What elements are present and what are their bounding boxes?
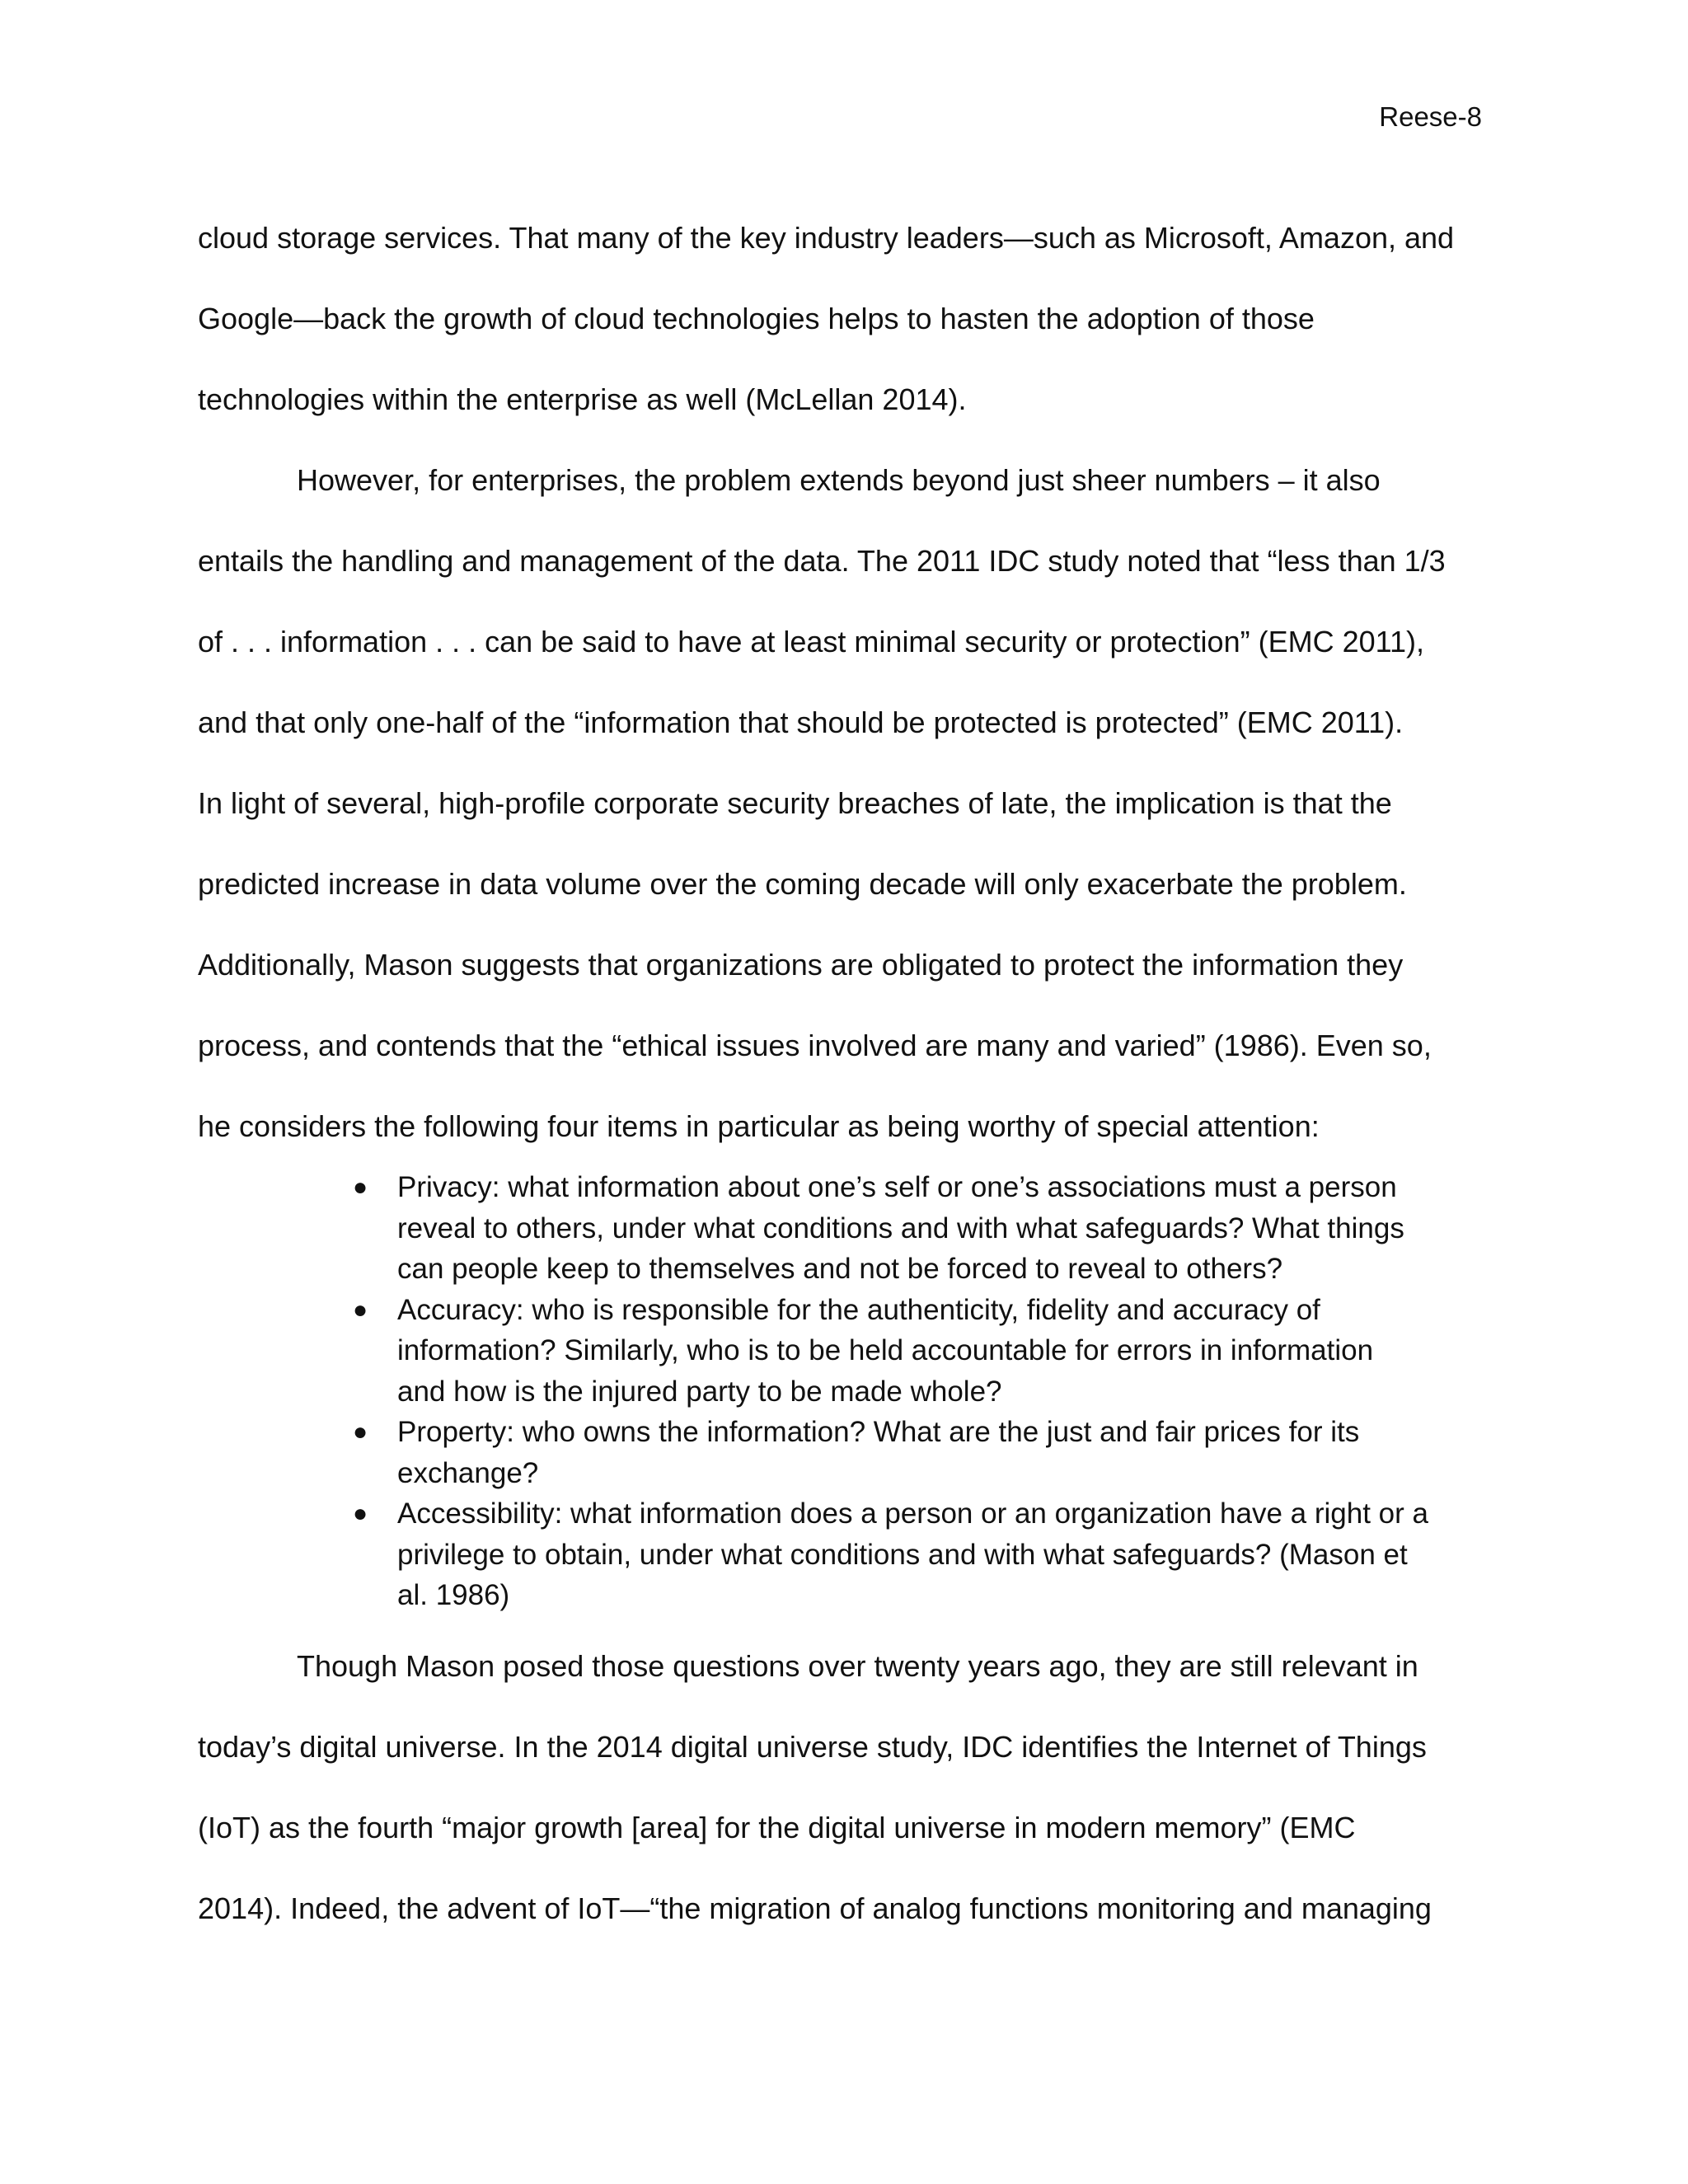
list-item-accuracy [346,1290,1500,1413]
paragraph-line: Google—back the growth of cloud technologies helps to hasten the adoption of those [198,302,1315,335]
bullet-icon: ● [353,1174,368,1201]
list-item-line: al. 1986) [397,1579,510,1611]
paragraph-line: he considers the following four items in particular as being worthy of special attention: [198,1109,1320,1143]
bullet-icon: ● [353,1500,368,1527]
list-item-line: Privacy: what information about one’s self or one’s associations must a person [397,1171,1397,1203]
paragraph-line: of . . . information . . . can be said to have at least minimal security or protection” (EMC 2011), [198,625,1424,658]
list-item-line: Accuracy: who is responsible for the authenticity, fidelity and accuracy of [397,1293,1320,1326]
list-item-privacy [346,1167,1500,1290]
list-item-property [346,1412,1500,1493]
paragraph-line: (IoT) as the fourth “major growth [area] for the digital universe in modern memory” (EMC [198,1811,1356,1844]
ethical-issues-list [346,1167,1500,1616]
paragraph-line: Additionally, Mason suggests that organizations are obligated to protect the information they [198,948,1404,982]
running-head: Reese-8 [1379,101,1482,132]
list-item-line: reveal to others, under what conditions and with what safeguards? What things [397,1212,1404,1244]
list-item-line: and how is the injured party to be made whole? [397,1375,1002,1408]
paragraph-line: predicted increase in data volume over the coming decade will only exacerbate the problem. [198,867,1407,901]
paragraph-line: technologies within the enterprise as well (McLellan 2014). [198,382,967,416]
bullet-icon: ● [353,1296,368,1324]
list-item-accessibility [346,1493,1500,1616]
bullet-icon: ● [353,1418,368,1446]
list-item-line: information? Similarly, who is to be held accountable for errors in information [397,1334,1374,1366]
list-item-line: can people keep to themselves and not be forced to reveal to others? [397,1253,1283,1285]
paragraph-line: today’s digital universe. In the 2014 digital universe study, IDC identifies the Internet of Things [198,1730,1427,1764]
body-text-top [198,198,1492,1167]
paragraph-line: In light of several, high-profile corporate security breaches of late, the implication is that the [198,786,1392,820]
paragraph-line: entails the handling and management of the data. The 2011 IDC study noted that “less than 1/3 [198,544,1446,578]
paragraph-line: Though Mason posed those questions over twenty years ago, they are still relevant in [297,1649,1418,1683]
list-item-line: privilege to obtain, under what conditions and with what safeguards? (Mason et [397,1538,1408,1571]
paragraph-line: 2014). Indeed, the advent of IoT—“the migration of analog functions monitoring and managing [198,1891,1432,1925]
paragraph-line: cloud storage services. That many of the key industry leaders—such as Microsoft, Amazon, and [198,221,1455,255]
paragraph-line: and that only one-half of the “information that should be protected is protected” (EMC 2011). [198,705,1404,739]
list-item-line: Accessibility: what information does a person or an organization have a right or a [397,1497,1428,1530]
paragraph-line: However, for enterprises, the problem extends beyond just sheer numbers – it also [297,463,1381,497]
list-item-line: Property: who owns the information? What are the just and fair prices for its [397,1416,1360,1448]
paragraph-line: process, and contends that the “ethical issues involved are many and varied” (1986). Even so, [198,1029,1432,1062]
body-text-bottom [198,1626,1492,1949]
list-item-line: exchange? [397,1456,539,1489]
